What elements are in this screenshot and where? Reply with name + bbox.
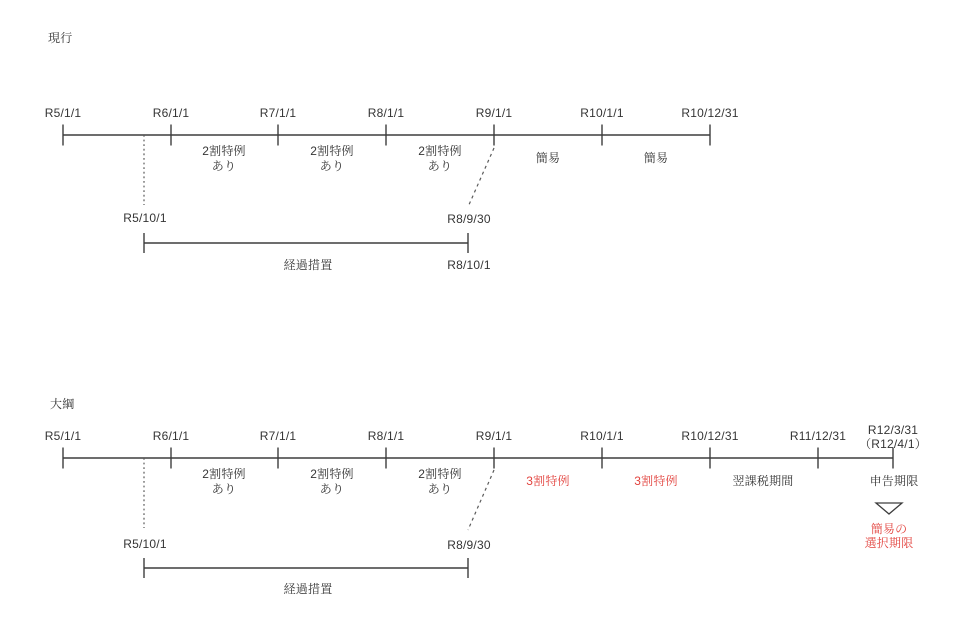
current-bracket-label: 経過措置 bbox=[283, 258, 333, 272]
draft-tick-date-label: R7/1/1 bbox=[259, 429, 297, 443]
draft-segment-label: 2割特例 bbox=[418, 467, 462, 481]
draft-bracket-label: 経過措置 bbox=[283, 582, 333, 596]
current-segment-label: 2割特例 bbox=[310, 144, 354, 158]
draft-tick-date-label: （R12/4/1） bbox=[859, 436, 927, 451]
current-tick-date-label: R8/1/1 bbox=[367, 106, 405, 120]
current-segment-label: 2割特例 bbox=[202, 144, 246, 158]
draft-diagonal-drop-line bbox=[468, 470, 494, 530]
draft-segment-label: 2割特例 bbox=[202, 467, 246, 481]
draft-segment-label: 翌課税期間 bbox=[732, 474, 794, 488]
draft-segment-label: あり bbox=[319, 482, 345, 496]
draft-segment-label: 申告期限 bbox=[869, 474, 919, 488]
draft-tick-date-label: R10/12/31 bbox=[681, 429, 739, 443]
current-segment-label: 2割特例 bbox=[418, 144, 462, 158]
draft-diagonal-date-label: R8/9/30 bbox=[447, 538, 491, 552]
draft-tick-date-label: R5/1/1 bbox=[44, 429, 82, 443]
draft-drop-date-label: R5/10/1 bbox=[123, 537, 167, 551]
current-diagonal-drop-line bbox=[468, 148, 494, 207]
draft-tick-date-label: R6/1/1 bbox=[152, 429, 190, 443]
current-tick-date-label: R10/1/1 bbox=[580, 106, 624, 120]
current-segment-label: あり bbox=[319, 159, 345, 173]
draft-deadline-note-label: 選択期限 bbox=[864, 536, 914, 550]
current-segment-label: あり bbox=[427, 159, 453, 173]
current-segment-label: 簡易 bbox=[643, 151, 669, 165]
current-diagonal-date-label: R8/9/30 bbox=[447, 212, 491, 226]
draft-segment-label: 2割特例 bbox=[310, 467, 354, 481]
current-drop-date-label: R5/10/1 bbox=[123, 211, 167, 225]
draft-tick-date-label: R10/1/1 bbox=[580, 429, 624, 443]
draft-tick-date-label: R9/1/1 bbox=[475, 429, 513, 443]
draft-segment-label: あり bbox=[211, 482, 237, 496]
draft-segment-label: あり bbox=[427, 482, 453, 496]
current-tick-date-label: R9/1/1 bbox=[475, 106, 513, 120]
draft-tick-date-label: R12/3/31 bbox=[867, 423, 919, 437]
current-tick-date-label: R7/1/1 bbox=[259, 106, 297, 120]
draft-segment-label: 3割特例 bbox=[526, 474, 570, 488]
current-segment-label: 簡易 bbox=[535, 151, 561, 165]
section-title-current: 現行 bbox=[48, 31, 73, 45]
draft-tick-date-label: R11/12/31 bbox=[789, 429, 847, 443]
draft-tick-date-label: R8/1/1 bbox=[367, 429, 405, 443]
draft-segment-label: 3割特例 bbox=[634, 474, 678, 488]
current-segment-label: あり bbox=[211, 159, 237, 173]
current-tick-date-label: R10/12/31 bbox=[681, 106, 739, 120]
current-tick-date-label: R6/1/1 bbox=[152, 106, 190, 120]
triangle-down-icon bbox=[876, 503, 902, 514]
draft-deadline-note-label: 簡易の bbox=[870, 522, 908, 536]
current-tick-date-label: R5/1/1 bbox=[44, 106, 82, 120]
current-bracket-end-date-label: R8/10/1 bbox=[447, 258, 491, 272]
section-title-draft: 大綱 bbox=[50, 397, 75, 411]
